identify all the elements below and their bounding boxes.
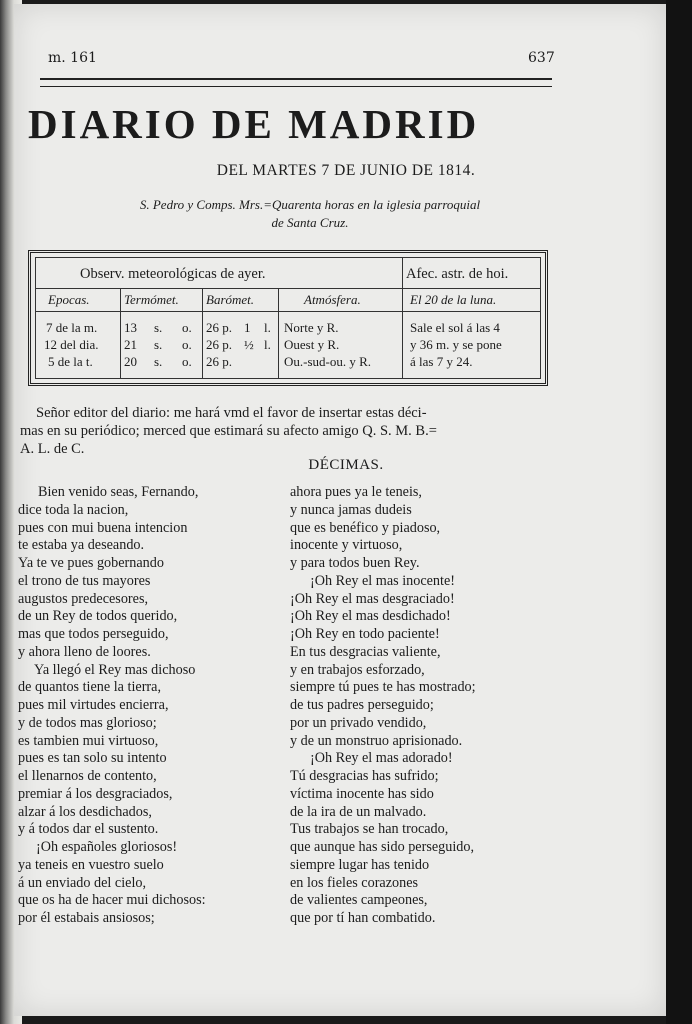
editor-letter [20, 404, 550, 458]
row3-atmos: Ou.-sud-ou. y R. [284, 354, 372, 369]
row1-atmos: Norte y R. [284, 320, 339, 335]
poem-left-line: y de todos mas glorioso; [18, 714, 157, 731]
poem-right-line: siempre lugar has tenido [290, 856, 430, 873]
poem-right-line: que por tí han combatido. [290, 910, 436, 926]
row1-bar-b: 1 [244, 320, 251, 335]
header-luna: El 20 de la luna. [410, 292, 497, 307]
poem-left-line: alzar á los desdichados, [18, 803, 152, 820]
poem-right-line: inocente y virtuoso, [290, 537, 403, 554]
poem-right-line: de valientes campeones, [290, 892, 428, 909]
poem-right-line: que aunque has sido perseguido, [290, 839, 475, 855]
intro-line-1: Señor editor del diario: me hará vmd el favor de insertar estas déci- [36, 405, 427, 421]
row2-bar: 26 p. [206, 337, 232, 352]
poem-right-line: y nunca jamas dudeis [290, 501, 412, 518]
poem-right-line: y de un monstruo aprisionado. [290, 732, 463, 749]
poem-right-line: de la ira de un malvado. [290, 803, 427, 820]
row2-epoca: 12 del dia. [44, 337, 99, 352]
poem-right-line: Tus trabajos se han trocado, [290, 821, 449, 838]
astro-line-2: y 36 m. y se pone [410, 337, 502, 352]
poem-right-line: ¡Oh Rey en todo paciente! [290, 626, 440, 642]
row1-term-c: o. [182, 320, 192, 335]
poem-left-line: que os ha de hacer mui dichosos: [18, 892, 206, 909]
top-rule [40, 78, 552, 80]
row1-bar: 26 p. [206, 320, 232, 335]
intro-line-3: A. L. de C. [20, 441, 85, 457]
poem-left-line: mas que todos perseguido, [18, 626, 169, 642]
poem-left-line: pues con mui buena intencion [18, 519, 188, 536]
observations-box [28, 250, 548, 386]
astro-line-1: Sale el sol á las 4 [410, 320, 500, 335]
poem-right-line: por un privado vendido, [290, 714, 427, 731]
poem-right-line: que es benéfico y piadoso, [290, 519, 441, 536]
poem-right-line: En tus desgracias valiente, [290, 643, 441, 660]
row2-term: 21 [124, 337, 137, 352]
poem-right-line: en los fieles corazones [290, 874, 419, 891]
astro-title: Afec. astr. de hoi. [406, 266, 509, 282]
page-number: 637 [528, 50, 555, 66]
header-atmosfera: Atmósfera. [304, 292, 361, 307]
masthead-title: DIARIO DE MADRID [28, 101, 480, 147]
poem-left-line: de quantos tiene la tierra, [18, 679, 161, 696]
row1-bar-c: l. [264, 320, 271, 335]
row1-epoca: 7 de la m. [46, 320, 98, 335]
poem-left-line: el llenarnos de contento, [18, 768, 157, 784]
astro-line-3: á las 7 y 24. [410, 354, 473, 369]
poem-left-line: augustos predecesores, [18, 590, 149, 607]
meteo-title: Observ. meteorológicas de ayer. [80, 266, 266, 282]
poem-right-line: ¡Oh Rey el mas adorado! [310, 750, 453, 767]
poem-right-line: Tú desgracias has sufrido; [290, 768, 439, 784]
row1-term: 13 [124, 320, 137, 335]
row2-term-b: s. [154, 337, 163, 352]
row2-term-c: o. [182, 337, 192, 352]
poem-left-line: es tambien mui virtuoso, [18, 732, 159, 749]
poem-right-line: y para todos buen Rey. [290, 555, 420, 571]
poem-left-column [18, 484, 206, 928]
row3-bar: 26 p. [206, 354, 232, 369]
poem-right-line: siempre tú pues te has mostrado; [290, 679, 476, 696]
row2-atmos: Ouest y R. [284, 337, 340, 352]
poem-right-line: y en trabajos esforzado, [290, 661, 425, 678]
poem-left-line: Ya te ve pues gobernando [18, 555, 164, 571]
issue-number: m. 161 [48, 50, 97, 66]
poem-right-line: ¡Oh Rey el mas inocente! [310, 572, 455, 589]
poem-right-line: ¡Oh Rey el mas desgraciado! [290, 590, 455, 607]
header-termometro: Termómet. [124, 292, 179, 307]
header-barometro: Barómet. [206, 292, 255, 307]
poem-right-line: víctima inocente has sido [290, 785, 434, 802]
saints-line-2: de Santa Cruz. [271, 215, 349, 230]
top-rule-thin [40, 86, 552, 87]
row2-bar-b: ½ [244, 337, 254, 352]
row3-term-c: o. [182, 354, 192, 369]
poem-left-line: por él estabais ansiosos; [18, 910, 155, 926]
poem-left-line: á un enviado del cielo, [18, 874, 147, 891]
poem-left-line: Ya llegó el Rey mas dichoso [34, 661, 196, 678]
poem-right-line: ¡Oh Rey el mas desdichado! [290, 608, 451, 625]
poem-right-line: de tus padres perseguido; [290, 697, 434, 713]
row3-term: 20 [124, 354, 137, 369]
poem-left-line: pues mil virtudes encierra, [18, 697, 169, 713]
header-epocas: Epocas. [48, 292, 90, 307]
poem-left-line: premiar á los desgraciados, [18, 785, 173, 802]
poem-right-line: ahora pues ya le teneis, [290, 484, 422, 500]
poem-title: DÉCIMAS. [308, 457, 384, 473]
poem-left-line: pues es tan solo su intento [18, 750, 167, 767]
poem-left-line: Bien venido seas, Fernando, [38, 484, 199, 500]
poem-left-line: de un Rey de todos querido, [18, 608, 178, 625]
row1-term-b: s. [154, 320, 163, 335]
saints-of-day [60, 196, 560, 232]
poem-left-line: te estaba ya deseando. [18, 537, 145, 554]
intro-line-2: mas en su periódico; merced que estimará su afecto amigo Q. S. M. B.= [20, 423, 437, 439]
row3-term-b: s. [154, 354, 163, 369]
poem-left-line: ya teneis en vuestro suelo [18, 856, 164, 873]
saints-line-1: S. Pedro y Comps. Mrs.=Quarenta horas en la iglesia parroquial [139, 197, 481, 212]
poem-left-line: dice toda la nacion, [18, 501, 129, 518]
poem-left-line: y ahora lleno de loores. [18, 643, 151, 660]
row2-bar-c: l. [264, 337, 271, 352]
scan-background [666, 0, 692, 1024]
poem-left-line: y á todos dar el sustento. [18, 821, 159, 838]
poem-left-line: el trono de tus mayores [18, 572, 151, 589]
poem-right-column [290, 484, 476, 928]
date-line: DEL MARTES 7 DE JUNIO DE 1814. [216, 162, 476, 179]
row3-epoca: 5 de la t. [48, 354, 93, 369]
poem-left-line: ¡Oh españoles gloriosos! [36, 839, 178, 855]
